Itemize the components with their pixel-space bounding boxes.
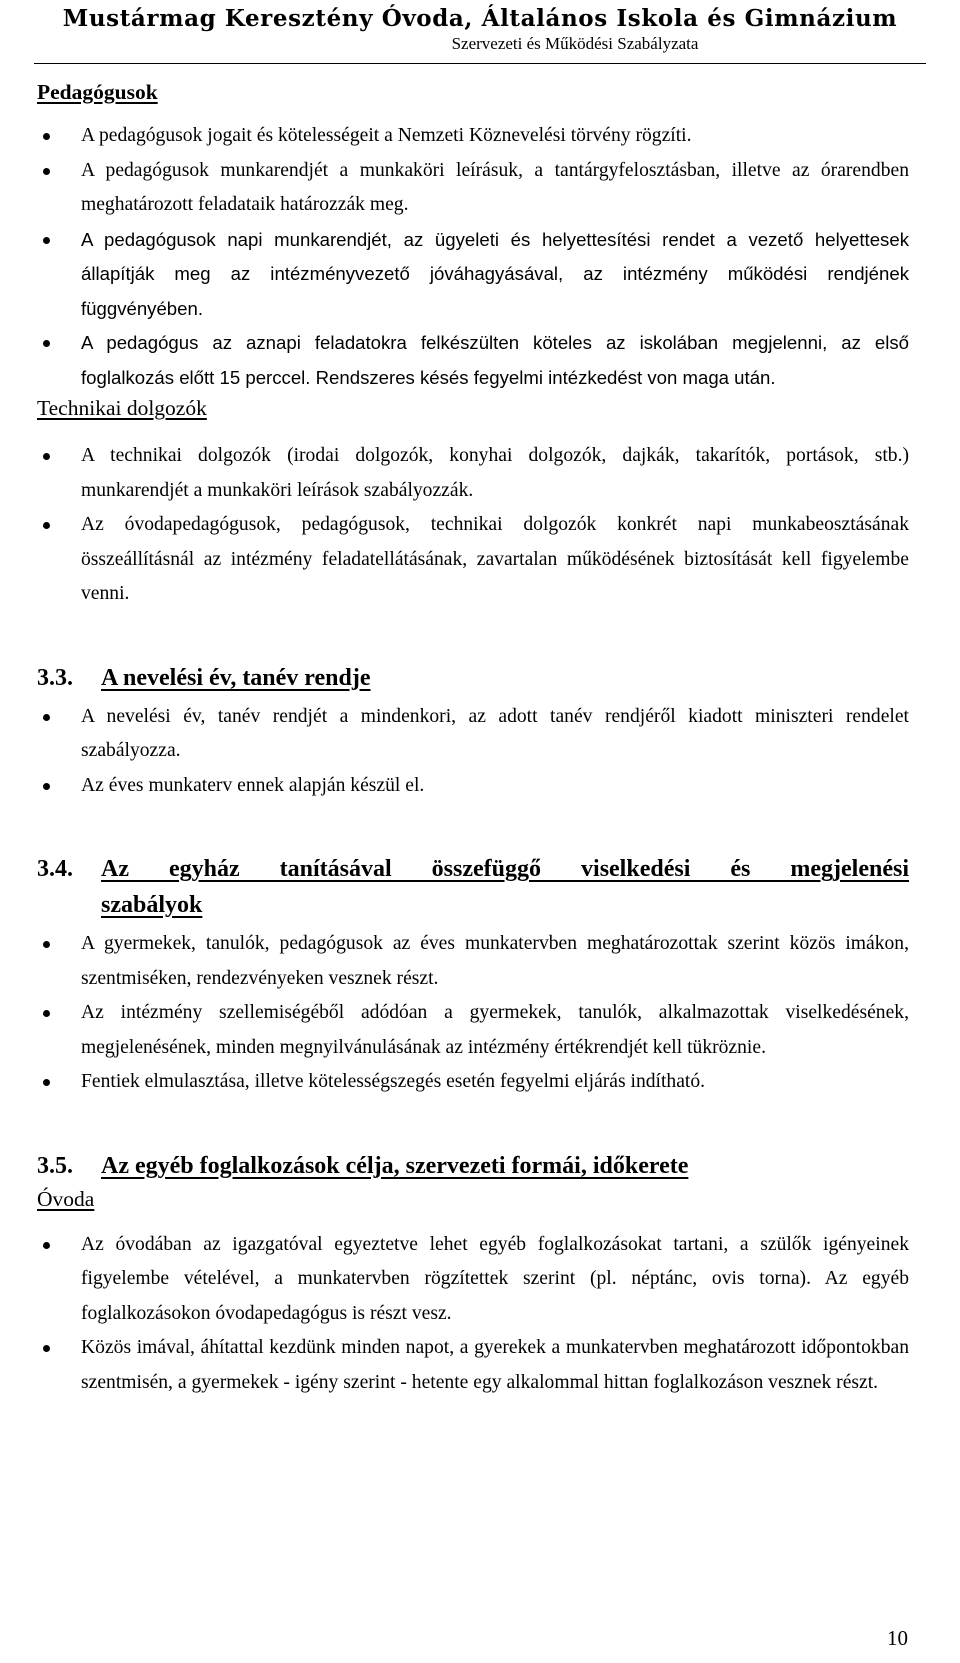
section-3-5-list xyxy=(37,1228,909,1401)
section-3-5-heading xyxy=(37,1148,909,1184)
list-item: A pedagógusok napi munkarendjét, az ügyeleti és helyettesítési rendet a vezető helyettesek állapítják meg az intézményvezető jóváhagyásával, az intézmény működési rendjének függvényében. xyxy=(37,223,909,327)
page-number: 10 xyxy=(887,1626,908,1650)
list-item: Az intézmény szellemiségéből adódóan a gyermekek, tanulók, alkalmazottak viselkedésének, megjelenésének, minden megnyilvánulásának az intézmény értékrendjét kell tükröznie. xyxy=(37,996,909,1065)
ovoda-heading: Óvoda xyxy=(37,1186,95,1211)
list-item: A gyermekek, tanulók, pedagógusok az éves munkatervben meghatározottak szerint közös imákon, szentmiséken, rendezvényeken vesznek részt. xyxy=(37,927,909,996)
header-divider xyxy=(34,63,926,64)
bullet-icon xyxy=(43,1010,50,1017)
technikai-list xyxy=(37,439,909,612)
bullet-icon xyxy=(43,941,50,948)
bullet-icon xyxy=(43,237,50,244)
section-3-3-list xyxy=(37,700,909,804)
list-item: Fentiek elmulasztása, illetve kötelességszegés esetén fegyelmi eljárás indítható. xyxy=(37,1065,909,1100)
header-subtitle: Szervezeti és Működési Szabályzata xyxy=(451,34,699,53)
bullet-icon xyxy=(43,1345,50,1352)
list-item: Az éves munkaterv ennek alapján készül el. xyxy=(37,769,909,804)
list-item: A pedagógus az aznapi feladatokra felkészülten köteles az iskolában megjelenni, az első foglalkozás előtt 15 perccel. Rendszeres késés fegyelmi intézkedést von maga után. xyxy=(37,326,909,395)
pedagogusok-heading: Pedagógusok xyxy=(37,80,158,104)
bullet-icon xyxy=(43,168,50,175)
bullet-icon xyxy=(43,340,50,347)
list-item: Az óvodapedagógusok, pedagógusok, technikai dolgozók konkrét napi munkabeosztásának összeállításnál az intézmény feladatellátásának, zavartalan működésének biztosítását kell figyelembe venni. xyxy=(37,508,909,612)
section-title-continued: szabályok xyxy=(101,892,203,918)
section-number: 3.5. xyxy=(37,1152,73,1179)
bullet-icon xyxy=(43,714,50,721)
list-item: Az óvodában az igazgatóval egyeztetve lehet egyéb foglalkozásokat tartani, a szülők igényeinek figyelembe vételével, a munkatervben rögzítettek szerint (pl. néptánc, ovis torna). Az egyéb foglalkozásokon óvodapedagógus is részt vesz. xyxy=(37,1228,909,1332)
bullet-icon xyxy=(43,783,50,790)
section-3-4-list xyxy=(37,927,909,1100)
section-number: 3.4. xyxy=(37,856,73,882)
section-title: Az egyéb foglalkozások célja, szervezeti formái, időkerete xyxy=(101,1152,689,1179)
technikai-heading: Technikai dolgozók xyxy=(37,396,207,420)
list-item: A nevelési év, tanév rendjét a mindenkori, az adott tanév rendjéről kiadott miniszteri rendelet szabályozza. xyxy=(37,700,909,769)
bullet-icon xyxy=(43,522,50,529)
document-body xyxy=(37,77,909,1400)
bullet-icon xyxy=(43,133,50,140)
section-number: 3.3. xyxy=(37,664,73,691)
header-title: Mustármag Keresztény Óvoda, Általános Iskola és Gimnázium xyxy=(62,5,898,32)
section-title: A nevelési év, tanév rendje xyxy=(101,664,371,691)
list-item: Közös imával, áhítattal kezdünk minden napot, a gyerekek a munkatervben meghatározott időpontokban szentmisén, a gyermekek - igény szerint - hetente egy alkalommal hittan foglalkozáson vesznek részt. xyxy=(37,1331,909,1400)
page-header xyxy=(0,4,960,54)
section-3-3-heading xyxy=(37,660,909,696)
section-title: Az egyház tanításával összefüggő viselkedési és megjelenési xyxy=(101,856,909,882)
section-3-4-heading-continued xyxy=(37,887,909,923)
bullet-icon xyxy=(43,453,50,460)
list-item: A pedagógusok munkarendjét a munkaköri leírásuk, a tantárgyfelosztásban, illetve az órarendben meghatározott feladataik határozzák meg. xyxy=(37,154,909,223)
section-3-4-heading xyxy=(37,851,909,887)
bullet-icon xyxy=(43,1079,50,1086)
pedagogusok-list xyxy=(37,119,909,395)
list-item: A technikai dolgozók (irodai dolgozók, konyhai dolgozók, dajkák, takarítók, portások, stb.) munkarendjét a munkaköri leírások szabályozzák. xyxy=(37,439,909,508)
bullet-icon xyxy=(43,1242,50,1249)
list-item: A pedagógusok jogait és kötelességeit a Nemzeti Köznevelési törvény rögzíti. xyxy=(37,119,909,154)
